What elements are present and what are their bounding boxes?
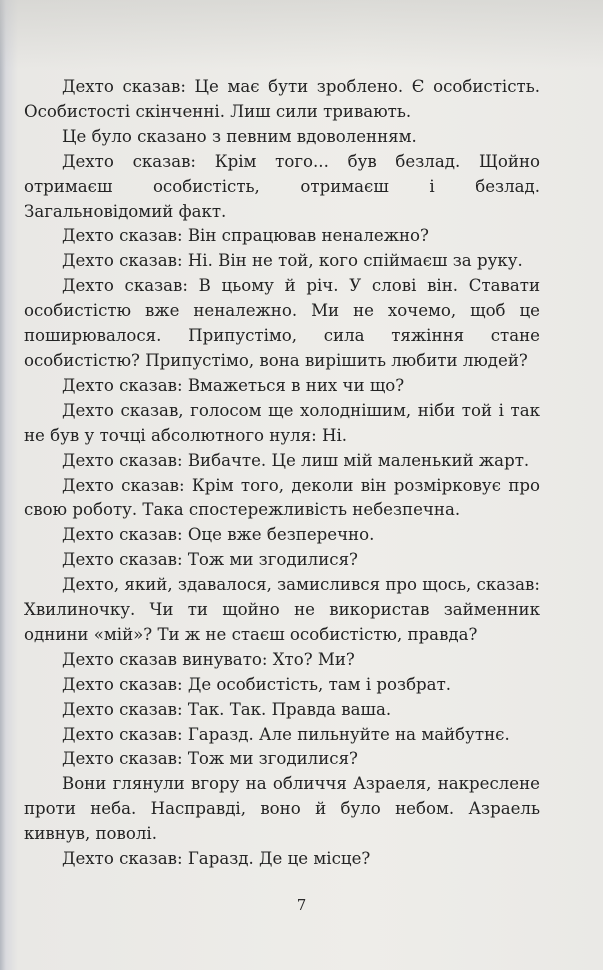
paragraph-5: Дехто сказав: Ні. Він не той, кого спіймаєш за руку. [62, 251, 523, 271]
page-number: 7 [296, 896, 307, 914]
paragraph-6: Дехто сказав: В цьому й річ. У слові він. Ставати особистістю вже неналежно. Ми не хочемо, щоб це поширювалося. Припустімо, сила тяжіння стане особистістю? Припустімо, вона вирішить любити людей? [24, 276, 540, 370]
paragraph-1: Дехто сказав: Це має бути зроблено. Є особистість. Особистості скінченні. Лиш сили тривають. [24, 77, 540, 121]
paragraph-16: Дехто сказав: Так. Так. Правда ваша. [62, 699, 392, 719]
paragraph-15: Дехто сказав: Де особистість, там і розбрат. [62, 674, 452, 694]
paragraph-17: Дехто сказав: Гаразд. Але пильнуйте на майбутнє. [62, 724, 510, 744]
paragraph-20: Дехто сказав: Гаразд. Де це місце? [62, 849, 371, 869]
paragraph-2: Це було сказано з певним вдоволенням. [62, 126, 417, 146]
paragraph-7: Дехто сказав: Вмажеться в них чи що? [62, 375, 405, 395]
paragraph-12: Дехто сказав: Тож ми згодилися? [62, 550, 358, 570]
paragraph-10: Дехто сказав: Крім того, деколи він розмірковує про свою роботу. Така спостережливість небезпечна. [24, 475, 540, 520]
body-text [24, 75, 540, 872]
page-top-shading [0, 0, 603, 70]
paragraph-9: Дехто сказав: Вибачте. Це лиш мій маленький жарт. [62, 450, 530, 470]
paragraph-13: Дехто, який, здавалося, замислився про щось, сказав: Хвилиночку. Чи ти щойно не використав займенник однини «мій»? Ти ж не стаєш особистістю, правда? [24, 575, 540, 644]
paragraph-19: Вони глянули вгору на обличчя Азраеля, накреслене проти неба. Насправді, воно й було небом. Азраель кивнув, поволі. [24, 774, 540, 844]
paragraph-4: Дехто сказав: Він спрацював неналежно? [62, 226, 429, 246]
paragraph-11: Дехто сказав: Оце вже безперечно. [62, 525, 375, 545]
paragraph-18: Дехто сказав: Тож ми згодилися? [62, 749, 358, 769]
paragraph-8: Дехто сказав, голосом ще холоднішим, ніби той і так не був у точці абсолютного нуля: Ні. [24, 400, 540, 445]
paragraph-14: Дехто сказав винувато: Хто? Ми? [62, 649, 355, 669]
paragraph-3: Дехто сказав: Крім того... був безлад. Щойно отримаєш особистість, отримаєш і безлад. Загальновідомий факт. [24, 151, 540, 221]
